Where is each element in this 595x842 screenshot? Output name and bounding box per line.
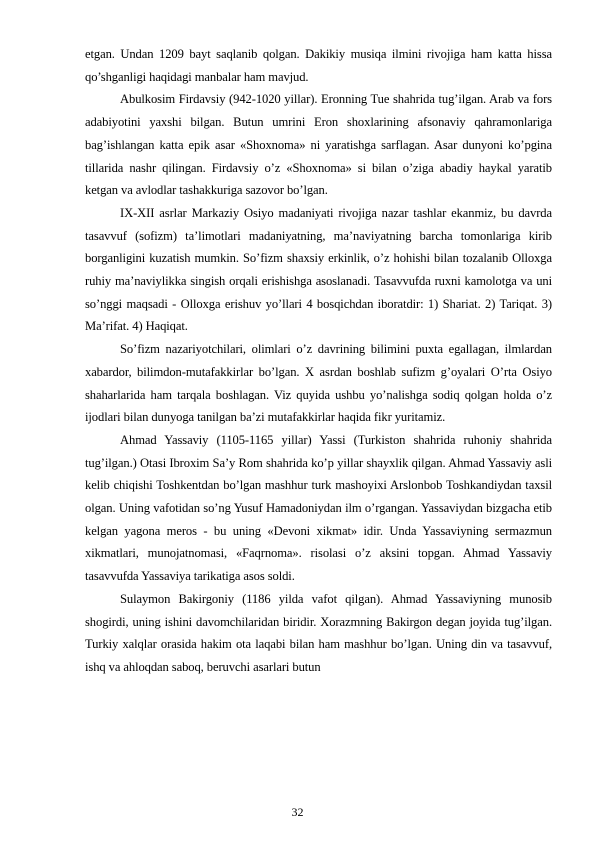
paragraph-sofizm-scholars: So’fizm nazariyotchilari, olimlari o’z davrining bilimini puxta egallagan, ilmlardan xabardor, bilimdon-mutafakkirlar bo’lgan. X asrdan boshlab sufizm g’oyalari O’rta Osiyo shaharlarida ham tarqala boshlagan. Viz quyida ushbu yo’nalishga sodiq qolgan holda o’z ijodlari bilan dunyoga tanilgan ba’zi mutafakkirlar haqida fikr yuritamiz. [85,342,552,425]
document-body [85,43,552,679]
paragraph-ahmad-yassaviy: Ahmad Yassaviy (1105-1165 yillar) Yassi (Turkiston shahrida ruhoniy shahrida tug’ilgan.) Otasi Ibroxim Sa’y Rom shahrida ko’p yillar shayxlik qilgan. Ahmad Yassaviy asli kelib chiqishi Toshkentdan bo’lgan mashhur turk mashoyixi Arslonbob Toshkandiydan taxsil olgan. Uning vafotidan so’ng Yusuf Hamadoniydan ilm o’rgangan. Yassaviydan bizgacha etib kelgan yagona meros - bu uning «Devoni xikmat» idir. Unda Yassaviyning sermazmun xikmatlari, munojatnomasi, «Faqrnoma». risolasi o’z aksini topgan. Ahmad Yassaviy tasavvufda Yassaviya tarikatiga asos soldi. [85,432,552,584]
paragraph-tasavvuf: IX-XII asrlar Markaziy Osiyo madaniyati rivojiga nazar tashlar ekanmiz, bu davrda tasavvuf (sofizm) ta’limotlari madaniyatning, ma’naviyatning barcha tomonlariga kirib borganligini kuzatish mumkin. So’fizm shaxsiy erkinlik, o’z hohishi bilan tozalanib Olloxga ruhiy ma’naviylikka singish orqali erishishga asoslanadi. Tasavvufda ruxni kamolotga va uni so’nggi maqsadi - Olloxga erishuv yo’llari 4 bosqichdan iboratdir: 1) Shariat. 2) Tariqat. 3) Ma’rifat. 4) Haqiqat. [85,205,552,334]
paragraph-dakikiy-continuation: etgan. Undan 1209 bayt saqlanib qolgan. Dakikiy musiqa ilmini rivojiga ham katta hissa qo’shganligi haqidagi manbalar ham mavjud. [85,47,552,84]
paragraph-firdavsiy: Abulkosim Firdavsiy (942-1020 yillar). Eronning Tue shahrida tug’ilgan. Arab va fors adabiyotini yaxshi bilgan. Butun umrini Eron shoxlarining afsonaviy qahramonlariga bag’ishlangan katta epik asar «Shoxnoma» ni yaratishga sarflagan. Asar dunyoni ko’pgina tillarida nashr qilingan. Firdavsiy o’z «Shoxnoma» si bilan o’ziga abadiy haykal yaratib ketgan va avlodlar tashakkuriga sazovor bo’lgan. [85,92,552,198]
page-number: 32 [291,805,304,819]
paragraph-sulaymon-bakirgoniy: Sulaymon Bakirgoniy (1186 yilda vafot qilgan). Ahmad Yassaviyning munosib shogirdi, uning ishini davomchilaridan biridir. Xorazmning Bakirgon degan joyida tug’ilgan. Turkiy xalqlar orasida hakim ota laqabi bilan ham mashhur bo’lgan. Uning din va tasavvuf, ishq va ahloqdan saboq, beruvchi asarlari butun [85,591,552,674]
